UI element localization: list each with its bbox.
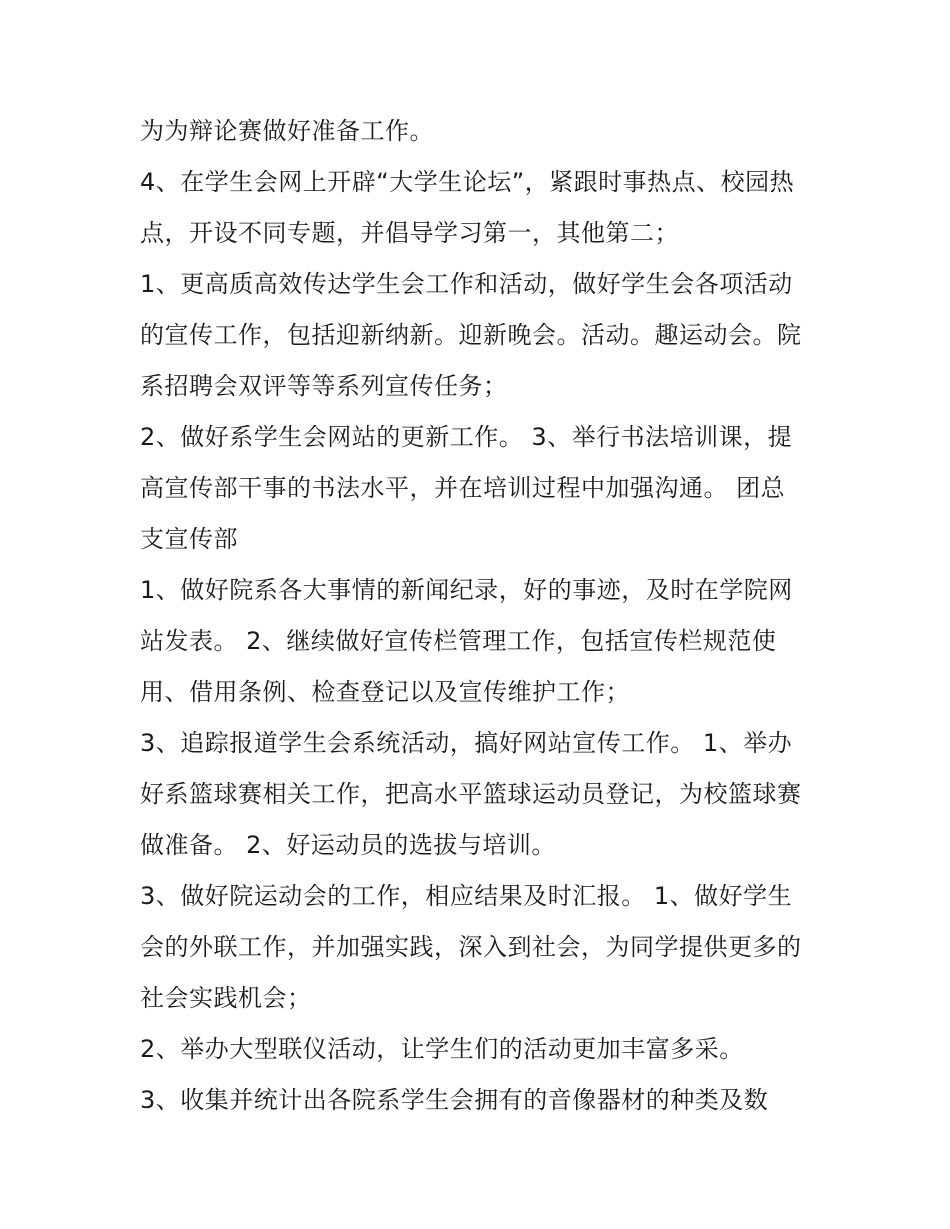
text-line: 4、在学生会网上开辟“大学生论坛”，紧跟时事热点、校园热	[140, 168, 795, 196]
text-line: 站发表。 2、继续做好宣传栏管理工作，包括宣传栏规范使	[140, 627, 777, 655]
text-line: 支宣传部	[140, 525, 238, 553]
text-line: 3、收集并统计出各院系学生会拥有的音像器材的种类及数	[140, 1086, 769, 1114]
text-line: 用、借用条例、检查登记以及宣传维护工作；	[140, 678, 630, 706]
text-line: 3、追踪报道学生会系统活动，搞好网站宣传工作。 1、举办	[140, 729, 793, 757]
text-line: 做准备。 2、好运动员的选拔与培训。	[140, 831, 556, 859]
text-line: 点，开设不同专题，并倡导学习第一，其他第二；	[140, 219, 679, 247]
text-line: 2、做好系学生会网站的更新工作。 3、举行书法培训课，提	[140, 423, 793, 451]
text-line: 社会实践机会；	[140, 984, 312, 1012]
text-line: 好系篮球赛相关工作，把高水平篮球运动员登记，为校篮球赛	[140, 780, 802, 808]
text-line: 1、更高质高效传达学生会工作和活动，做好学生会各项活动	[140, 270, 793, 298]
text-line: 高宣传部干事的书法水平，并在培训过程中加强沟通。 团总	[140, 474, 786, 502]
text-line: 3、做好院运动会的工作，相应结果及时汇报。 1、做好学生	[140, 882, 793, 910]
text-line: 1、做好院系各大事情的新闻纪录，好的事迹，及时在学院网	[140, 576, 793, 604]
text-line: 系招聘会双评等等系列宣传任务；	[140, 372, 508, 400]
text-line: 会的外联工作，并加强实践，深入到社会，为同学提供更多的	[140, 933, 802, 961]
text-line: 2、举办大型联仪活动，让学生们的活动更加丰富多采。	[140, 1035, 744, 1063]
text-line: 的宣传工作，包括迎新纳新。迎新晚会。活动。趣运动会。院	[140, 321, 802, 349]
document-body	[140, 106, 820, 1126]
text-line: 为为辩论赛做好准备工作。	[140, 117, 434, 145]
